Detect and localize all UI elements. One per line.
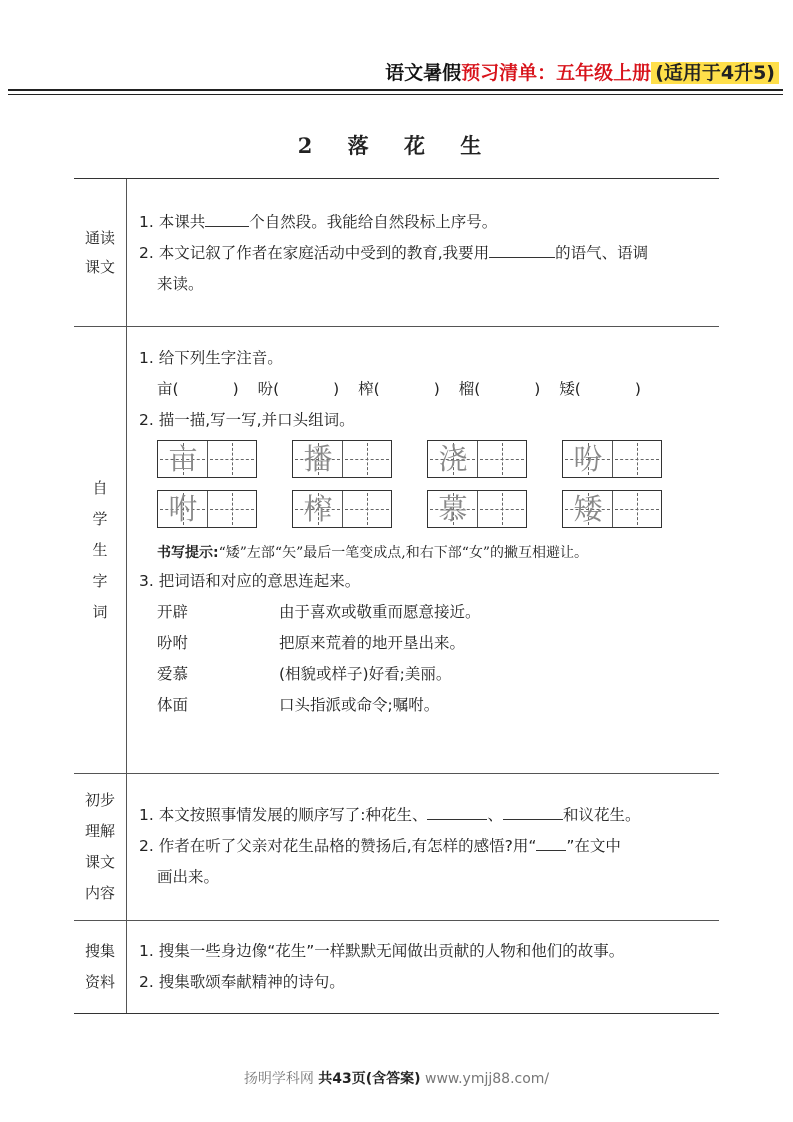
answer-blank[interactable] <box>489 239 555 258</box>
writing-grid-row <box>157 490 719 528</box>
page-header <box>0 56 793 86</box>
watermark-right: www.ymjj88.com/ <box>425 1071 550 1087</box>
match-list <box>139 597 719 721</box>
pinyin-char: 榴( <box>458 380 481 398</box>
pinyin-line <box>139 374 719 405</box>
match-word[interactable]: 吩咐 <box>157 634 189 652</box>
pinyin-item <box>258 374 340 405</box>
label-line: 通读 <box>84 228 115 247</box>
writing-grid[interactable] <box>292 440 392 478</box>
match-row <box>157 597 719 628</box>
answer-blank[interactable] <box>536 832 566 851</box>
writing-tip-label: 书写提示: <box>157 545 219 561</box>
section-label-understand <box>74 774 127 920</box>
trace-char: 榨 <box>303 491 333 526</box>
answer-blank[interactable] <box>427 801 487 820</box>
match-word[interactable]: 开辟 <box>157 603 189 621</box>
writing-grid[interactable] <box>427 490 527 528</box>
pinyin-close: ) <box>232 380 239 398</box>
match-row <box>157 690 719 721</box>
label-line: 理解 <box>84 822 115 840</box>
understand-item-2-text-b: ”在文中 <box>566 837 621 855</box>
match-meaning[interactable]: 由于喜欢或敬重而愿意接近。 <box>279 603 481 621</box>
pinyin-item <box>358 374 440 405</box>
section-understand <box>74 774 719 921</box>
section-vocab <box>74 327 719 774</box>
pinyin-char: 矮( <box>559 380 581 398</box>
writing-grid[interactable] <box>292 490 392 528</box>
trace-char: 吩 <box>573 441 603 476</box>
match-meaning[interactable]: 口头指派或命令;嘱咐。 <box>279 696 440 714</box>
pinyin-close: ) <box>534 380 541 398</box>
collect-item-2: 2. 搜集歌颂奉献精神的诗句。 <box>139 973 345 991</box>
header-rule-thin <box>8 94 783 95</box>
page-footer <box>0 1068 793 1088</box>
reading-item-1-text-a: 1. 本课共 <box>139 213 206 231</box>
pinyin-char: 榨( <box>358 380 380 398</box>
match-row <box>157 659 719 690</box>
understand-item-1 <box>139 800 719 831</box>
answer-blank[interactable] <box>503 801 563 820</box>
writing-grids <box>139 440 719 528</box>
header-title-part1: 语文暑假 <box>385 62 462 84</box>
writing-grid[interactable] <box>427 440 527 478</box>
lesson-title: 2 落 花 生 <box>297 133 496 158</box>
trace-char: 慕 <box>438 491 468 526</box>
match-row <box>157 628 719 659</box>
writing-grid-row <box>157 440 719 478</box>
match-meaning[interactable]: (相貌或样子)好看;美丽。 <box>279 665 452 683</box>
understand-item-1-text-a: 1. 本文按照事情发展的顺序写了:种花生、 <box>139 806 428 824</box>
reading-item-1 <box>139 207 719 238</box>
watermark-left: 扬明学科网 <box>243 1071 314 1087</box>
match-meaning[interactable]: 把原来荒着的地开垦出来。 <box>279 634 466 652</box>
trace-char: 浇 <box>438 441 468 476</box>
match-word[interactable]: 爱慕 <box>157 665 189 683</box>
understand-item-2-text-a: 2. 作者在听了父亲对花生品格的赞扬后,有怎样的感悟?用“ <box>139 837 537 855</box>
section-label-vocab <box>74 327 127 773</box>
section-label-reading <box>74 179 127 326</box>
trace-char: 亩 <box>168 441 198 476</box>
understand-item-2-cont: 画出来。 <box>157 868 220 886</box>
writing-grid[interactable] <box>562 490 662 528</box>
pinyin-item <box>459 374 541 405</box>
vocab-q2: 2. 描一描,写一写,并口头组词。 <box>139 411 355 429</box>
label-line: 内容 <box>84 884 115 902</box>
header-title <box>385 58 779 85</box>
header-grade-badge: (适用于4升5) <box>651 62 779 84</box>
label-char: 学 <box>92 509 108 528</box>
answer-blank[interactable] <box>205 208 249 227</box>
label-line: 资料 <box>84 973 115 991</box>
writing-grid[interactable] <box>562 440 662 478</box>
pinyin-char: 亩( <box>157 380 179 398</box>
pinyin-item <box>157 374 239 405</box>
understand-item-2 <box>139 831 719 862</box>
header-title-part2: 预习清单：五年级上册 <box>461 62 652 84</box>
writing-tip-text: “矮”左部“矢”最后一笔变成点,和右下部“女”的撇互相避让。 <box>218 545 589 561</box>
header-rule-thick <box>8 89 783 91</box>
reading-item-2-text-a: 2. 本文记叙了作者在家庭活动中受到的教育,我要用 <box>139 244 490 262</box>
collect-item-1: 1. 搜集一些身边像“花生”一样默默无闻做出贡献的人物和他们的故事。 <box>139 942 625 960</box>
reading-item-2-text-b: 的语气、语调 <box>555 244 649 262</box>
label-line: 课文 <box>84 257 115 276</box>
match-word[interactable]: 体面 <box>157 696 189 714</box>
reading-item-2-cont: 来读。 <box>157 275 204 293</box>
label-line: 课文 <box>84 853 115 871</box>
label-char: 词 <box>92 602 108 621</box>
worksheet-table <box>74 178 719 1014</box>
reading-item-2 <box>139 238 719 269</box>
section-collect <box>74 921 719 1014</box>
writing-tip <box>139 540 719 566</box>
reading-item-1-text-b: 个自然段。我能给自然段标上序号。 <box>249 213 498 231</box>
pinyin-close: ) <box>333 380 340 398</box>
pinyin-close: ) <box>634 380 641 398</box>
understand-item-1-text-b: 和议花生。 <box>562 806 641 824</box>
writing-grid[interactable] <box>157 440 257 478</box>
label-line: 初步 <box>84 791 115 809</box>
label-line: 搜集 <box>84 942 115 960</box>
pinyin-char: 吩( <box>257 380 280 398</box>
trace-char: 咐 <box>168 491 198 526</box>
pinyin-item <box>559 374 641 405</box>
vocab-q3: 3. 把词语和对应的意思连起来。 <box>139 572 361 590</box>
vocab-q1: 1. 给下列生字注音。 <box>139 349 283 367</box>
label-char: 生 <box>92 540 108 559</box>
trace-char: 矮 <box>573 491 603 526</box>
section-label-collect <box>74 921 127 1013</box>
trace-char: 播 <box>303 441 333 476</box>
writing-grid[interactable] <box>157 490 257 528</box>
pinyin-close: ) <box>433 380 440 398</box>
understand-item-1-sep: 、 <box>487 806 503 824</box>
label-char: 自 <box>92 478 108 497</box>
page-count: 共43页(含答案) <box>318 1071 421 1087</box>
section-reading <box>74 179 719 327</box>
label-char: 字 <box>92 571 108 590</box>
